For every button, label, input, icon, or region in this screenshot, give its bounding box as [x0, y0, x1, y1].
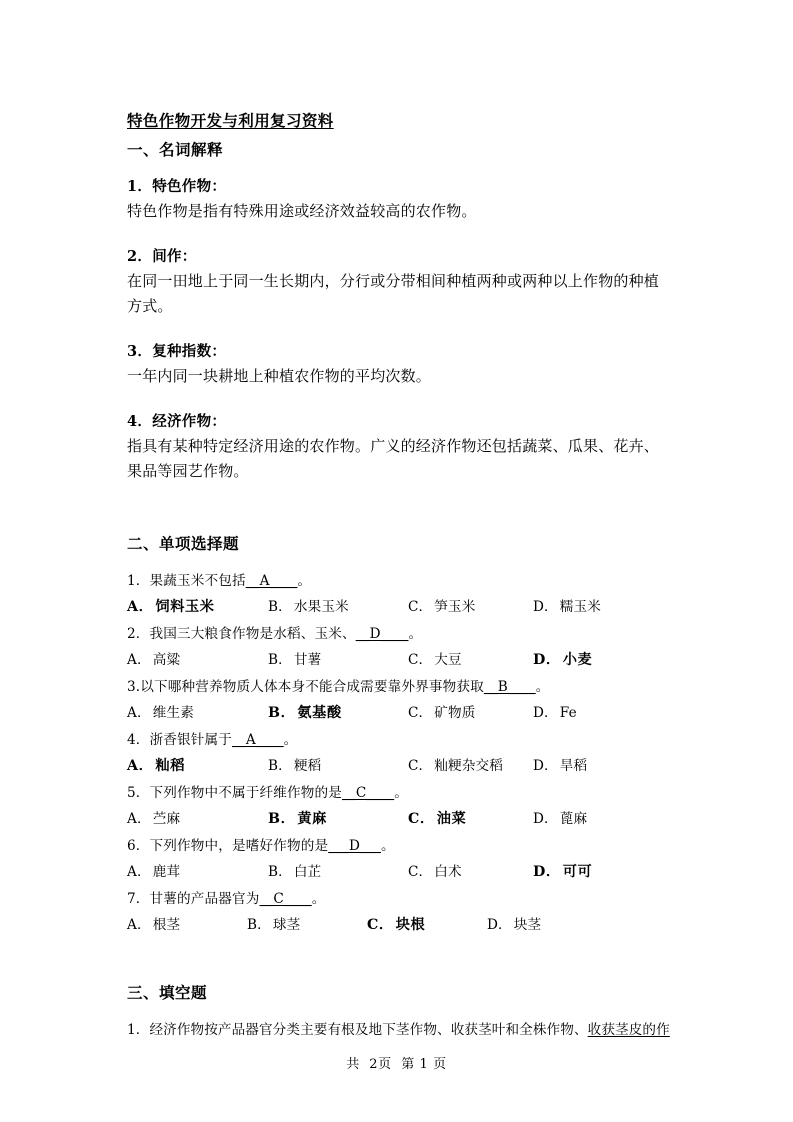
question-text: 2．我国三大粮食作物是水稻、玉米、 — [127, 626, 356, 642]
choice-option-label: D． — [487, 917, 512, 933]
choice-option-label: A． — [127, 705, 151, 721]
choice-option-text: 氨基酸 — [297, 705, 342, 721]
document-body — [127, 108, 692, 1043]
choice-option-label: A． — [127, 811, 151, 827]
choice-option-text: 粳稻 — [293, 758, 322, 774]
choice-option[interactable] — [268, 859, 321, 886]
spacer — [127, 1006, 692, 1017]
question-text-end: 。 — [297, 573, 312, 589]
choice-option-text: 旱稻 — [559, 758, 588, 774]
choice-option-text: 籼粳杂交稻 — [434, 758, 504, 774]
choice-question-list — [127, 568, 692, 939]
choice-question-stem — [127, 621, 692, 647]
choice-option-label: B． — [268, 652, 292, 668]
section-heading-terms: 一、名词解释 — [127, 140, 224, 159]
term-head-2: 2．间作： — [127, 248, 197, 265]
term-body-2-line-2: 方式。 — [127, 297, 173, 315]
term-body-2-line-1: 在同一田地上于同一生长期内，分行或分带相间种植两种或两种以上作物的种植 — [127, 272, 660, 290]
spacer — [127, 319, 692, 339]
spacer — [127, 939, 692, 979]
question-text-end: 。 — [408, 626, 423, 642]
choice-option-row — [127, 647, 692, 674]
choice-option-label: A． — [127, 864, 151, 880]
choice-option-label: D． — [533, 864, 561, 880]
question-text-end: 。 — [311, 891, 326, 907]
question-text: 7．甘薯的产品器官为 — [127, 891, 260, 907]
choice-option-label: B． — [268, 758, 292, 774]
choice-option[interactable] — [247, 912, 300, 939]
choice-option-label: B． — [268, 705, 296, 721]
question-text: 3.以下哪种营养物质人体本身不能合成需要靠外界事物获取 — [127, 679, 484, 695]
section-heading-choice: 二、单项选择题 — [127, 534, 240, 553]
choice-option-text: 笋玉米 — [434, 599, 476, 615]
choice-option-label: A． — [127, 758, 154, 774]
choice-option-text: 甘薯 — [293, 652, 322, 668]
spacer — [127, 389, 692, 409]
choice-option-label: B． — [247, 917, 271, 933]
choice-option[interactable] — [268, 647, 321, 674]
choice-option-text: 蓖麻 — [559, 811, 588, 827]
choice-option[interactable] — [127, 806, 180, 833]
choice-option-text: 小麦 — [562, 652, 593, 668]
choice-option-text: Fe — [559, 705, 577, 721]
choice-option[interactable] — [408, 647, 462, 674]
choice-option[interactable] — [408, 594, 476, 621]
term-body-3-line-1: 一年内同一块耕地上种植农作物的平均次数。 — [127, 367, 432, 385]
choice-option-label: C． — [408, 705, 433, 721]
choice-option-label: C． — [408, 599, 433, 615]
choice-option-text: 根茎 — [152, 917, 181, 933]
choice-option[interactable] — [533, 647, 592, 674]
spacer — [127, 224, 692, 244]
choice-option-text: 白芷 — [293, 864, 322, 880]
question-answer-blank: __D____ — [355, 626, 409, 642]
choice-option-text: 黄麻 — [297, 811, 327, 827]
choice-option[interactable] — [487, 912, 541, 939]
choice-option-label: A． — [127, 917, 151, 933]
choice-question-stem — [127, 727, 692, 753]
choice-question-stem — [127, 674, 692, 700]
choice-option-label: D． — [533, 758, 558, 774]
choice-option-label: A． — [127, 599, 154, 615]
page-footer: 共 2页 第 1 页 — [346, 1057, 447, 1072]
choice-option-label: B． — [268, 599, 292, 615]
choice-option-row — [127, 700, 692, 727]
term-body-4-line-1: 指具有某种特定经济用途的农作物。广义的经济作物还包括蔬菜、瓜果、花卉、 — [127, 437, 660, 455]
question-text: 5．下列作物中不属于纤维作物的是 — [127, 785, 342, 801]
choice-option-text: 鹿茸 — [152, 864, 181, 880]
choice-option-label: D． — [533, 705, 558, 721]
choice-option-label: C． — [367, 917, 394, 933]
choice-question-stem — [127, 780, 692, 806]
choice-option-text: 水果玉米 — [293, 599, 349, 615]
page-title: 特色作物开发与利用复习资料 — [127, 111, 334, 130]
choice-option-row — [127, 594, 692, 621]
choice-option[interactable] — [408, 753, 503, 780]
choice-option[interactable] — [408, 806, 466, 833]
choice-option-row — [127, 753, 692, 780]
choice-option-label: B． — [268, 811, 296, 827]
spacer — [127, 163, 692, 174]
choice-option-text: 糯玉米 — [559, 599, 602, 615]
question-text-end: 。 — [394, 785, 408, 801]
choice-option[interactable] — [408, 700, 476, 727]
choice-option-text: 维生素 — [152, 705, 194, 721]
choice-option-text: 白术 — [434, 864, 462, 880]
choice-option[interactable] — [127, 912, 180, 939]
choice-option[interactable] — [533, 594, 601, 621]
choice-option-label: C． — [408, 811, 435, 827]
question-text-end: 。 — [283, 732, 298, 748]
choice-option[interactable] — [127, 594, 215, 621]
choice-option[interactable] — [533, 753, 587, 780]
choice-option-text: 球茎 — [272, 917, 301, 933]
choice-question-stem — [127, 886, 692, 912]
choice-option[interactable] — [268, 806, 327, 833]
choice-option[interactable] — [268, 700, 342, 727]
choice-option-row — [127, 912, 692, 939]
fill-question-1 — [127, 1017, 692, 1043]
choice-question-stem — [127, 833, 692, 859]
question-answer-blank: __A____ — [245, 573, 298, 589]
choice-option[interactable] — [127, 700, 194, 727]
choice-option-text: 大豆 — [434, 652, 462, 668]
term-head-3: 3．复种指数： — [127, 343, 227, 360]
choice-option-text: 可可 — [562, 864, 593, 880]
term-body-4-line-2: 果品等园艺作物。 — [127, 462, 249, 480]
choice-option-text: 苎麻 — [152, 811, 181, 827]
choice-option-text: 籼稻 — [155, 758, 185, 774]
choice-option[interactable] — [408, 859, 462, 886]
choice-option-text: 高粱 — [152, 652, 181, 668]
choice-option[interactable] — [268, 594, 349, 621]
choice-option-text: 油菜 — [436, 811, 467, 827]
choice-option-label: D． — [533, 599, 558, 615]
choice-option[interactable] — [367, 912, 425, 939]
choice-option[interactable] — [533, 700, 577, 727]
choice-option-label: D． — [533, 652, 561, 668]
question-answer-blank: __A____ — [232, 732, 284, 748]
choice-question-stem — [127, 568, 692, 594]
choice-option[interactable] — [268, 753, 321, 780]
choice-option[interactable] — [533, 859, 592, 886]
question-text: 1．果蔬玉米不包括 — [127, 573, 246, 589]
question-answer-blank: __C____ — [341, 785, 395, 801]
question-text: 4．浙香银针属于 — [127, 732, 233, 748]
choice-option-label: B． — [268, 864, 292, 880]
question-text-end: 。 — [535, 679, 550, 695]
term-head-1: 1．特色作物： — [127, 178, 227, 195]
question-answer-blank: ___D___ — [328, 838, 381, 854]
choice-option-text: 块茎 — [513, 917, 542, 933]
choice-option-text: 矿物质 — [434, 705, 476, 721]
fill-question-1-text: 1．经济作物按产品器官分类主要有根及地下茎作物、收获茎叶和全株作物、 — [127, 1022, 588, 1038]
choice-option-label: C． — [408, 864, 433, 880]
question-text-end: 。 — [380, 838, 395, 854]
choice-option[interactable] — [127, 753, 185, 780]
choice-option-row — [127, 806, 692, 833]
section-heading-fill: 三、填空题 — [127, 983, 208, 1002]
choice-option-label: D． — [533, 811, 558, 827]
question-text: 6．下列作物中，是嗜好作物的是 — [127, 838, 329, 854]
fill-question-1-answer: 收获茎皮的作 — [587, 1022, 670, 1038]
spacer — [127, 557, 692, 568]
term-head-4: 4．经济作物： — [127, 413, 227, 430]
choice-option-row — [127, 859, 692, 886]
choice-option[interactable] — [127, 647, 180, 674]
choice-option[interactable] — [127, 859, 180, 886]
spacer — [127, 484, 692, 530]
choice-option-text: 块根 — [395, 917, 426, 933]
choice-option[interactable] — [533, 806, 587, 833]
question-answer-blank: __B____ — [483, 679, 536, 695]
term-body-1-line-1: 特色作物是指有特殊用途或经济效益较高的农作物。 — [127, 202, 477, 220]
question-answer-blank: __C____ — [259, 891, 312, 907]
choice-option-label: A． — [127, 652, 151, 668]
choice-option-label: C． — [408, 652, 433, 668]
choice-option-label: C． — [408, 758, 433, 774]
choice-option-text: 饲料玉米 — [155, 599, 215, 615]
